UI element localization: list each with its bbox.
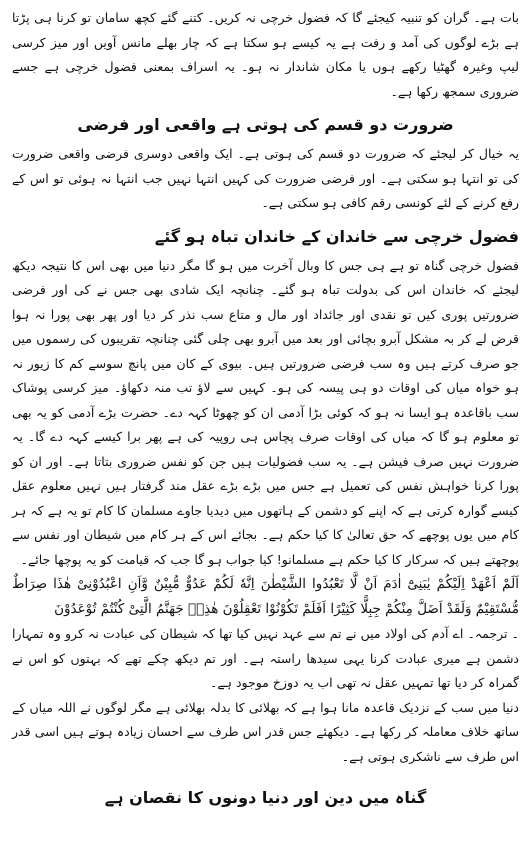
spacer bbox=[12, 769, 519, 777]
paragraph-intro: بات ہے۔ گران کو تنبیہ کیجئے گا کہ فضول خرچی نہ کریں۔ کتنے گئے کچھ سامان تو کرنا ہی پڑتا ہے بڑے لوگوں کی آمد و رفت ہے یہ کیسے ہو سکتا ہے کہ چار بھلے مانس آویں اور میز کرسی لیپ وغیرہ گھٹیا رکھے ہوں یا مکان شاندار نہ ہو۔ یہ اسراف بمعنی فضول خرچی ہے جسے ضروری سمجھ رکھا ہے۔ bbox=[12, 10, 519, 99]
heading-families-ruined: فضول خرچی سے خاندان کے خاندان تباہ ہو گئے bbox=[154, 226, 519, 246]
paragraph-two-kinds-of-need: یہ خیال کر لیجئے کہ ضرورت دو قسم کی ہوتی ہے۔ ایک واقعی دوسری فرضی واقعی ضرورت کی تو انتہا ہو سکتی ہے۔ اور فرضی ضرورت کی کہیں انتہا نہیں جب انتہا نہ ہوئی تو اس کے رفع کرنے کے لئے کونسی رقم کافی ہو سکتی ہے۔ bbox=[12, 146, 519, 210]
paragraph-world-rule: دنیا میں سب کے نزدیک قاعدہ مانا ہوا ہے کہ بھلائی کا بدلہ بھلائی ہے مگر لوگوں نے اللہ میاں کے ساتھ خلاف معاملہ کر رکھا ہے۔ دیکھئے جس قدر اس طرف سے احسان زیادہ ہوتے ہیں اسی قدر اس طرف سے ناشکری ہوتی ہے۔ bbox=[12, 699, 519, 764]
paragraph-families-ruined: فضول خرچی گناہ تو ہے ہی جس کا وبال آخرت میں ہو گا مگر دنیا میں بھی اس کا نتیجہ دیکھ لیجئے کہ خاندان اس کی بدولت تباہ ہو گئے۔ چنانچہ ایک شادی بھی جس نے کی اور فرضی ضرورتیں پوری کیں تو نقدی اور جائداد اور مال و متاع سب نذر کر دیا اور پھر بھی پورا نہ ہوا قرض لے کر بہ مشکل آبرو بچائی اور بعد میں آبرو بھی چلی گئی چنانچہ تقریبوں کی رسموں میں جو صرف کرتے ہیں وہ سب فرضی ضرورتیں ہیں۔ بیوی کے کان میں پانچ سوسے کم کا زیور نہ ہو خواہ میاں کی اوقات دو ہی پیسہ کی ہو۔ کہیں سے لاؤ تب منہ دکھاؤ۔ میز کرسی پوشاک سب باقاعدہ ہو ایسا نہ ہو کہ کوئی بڑا آدمی ان کو چھوٹا کہہ دے۔ حضرت بڑے آدمی کو یہ بھی تو معلوم ہو گا کہ میاں کی اوقات صرف پچاس ہی روپیہ کی ہے پھر برا کیسے کہہ دے گا۔ یہ ضرورت نہیں صرف فیشن ہے۔ یہ سب فضولیات ہیں جن کو نفس ضروری بتاتا ہے۔ اور ان کو پورا کرنا خواہش نفس کی تعمیل ہے جس میں بڑے بڑے عقل مند گرفتار ہیں نہیں معلوم عقل کیسے گوارہ کرتی ہے کہ اپنے کو دشمن کے ہاتھوں میں دیدیا جاوے مسلمان کا کام تو یہ ہے کہ ہر کام میں یوں پوچھے کہ حق تعالیٰ کا کیا حکم ہے۔ بجائے اس کے ہر کام میں شیطان اور نفس سے پوچھتے ہیں کہ سرکار کا کیا حکم ہے مسلمانو! کیا جواب ہو گا جب کہ قیامت کو یہ پوچھا جائے۔ bbox=[12, 257, 519, 567]
heading-sin-loss: گناہ میں دین اور دنیا دونوں کا نقصان ہے bbox=[104, 788, 427, 807]
quran-verse: اَلَمْ اَعْهَدْ اِلَیْكُمْ یٰبَنِیْٓ اٰدَمَ اَنْ لَّا تَعْبُدُوا الشَّیْطٰنَ اِنَّهٗ لَكُمْ عَدُوٌّ مُّبِیْنٌ وَّاَنِ اعْبُدُوْنِیْ هٰذَا صِرَاطٌ مُّسْتَقِیْمٌ وَلَقَدْ اَضَلَّ مِنْكُمْ جِبِلًّا كَثِیْرًا اَفَلَمْ تَكُوْنُوْا تَعْقِلُوْنَ هٰذِهٖ جَهَنَّمُ الَّتِیْ كُنْتُمْ تُوْعَدُوْنَ bbox=[12, 576, 519, 617]
paragraph-translation: ۔ ترجمہ۔ اے آدم کی اولاد میں نے تم سے عہد نہیں کیا تھا کہ شیطان کی عبادت نہ کرو وہ تمہارا دشمن ہے میری عبادت کرنا یہی سیدھا راستہ ہے۔ اور تم دیکھ چکے تھے کہ بہتوں کو اس نے گمراہ کر دیا تھا تمہیں عقل نہ تھی اب یہ دوزخ موجود ہے۔ bbox=[12, 626, 519, 690]
heading-two-kinds-of-need: ضرورت دو قسم کی ہوتی ہے واقعی اور فرضی bbox=[77, 115, 454, 134]
